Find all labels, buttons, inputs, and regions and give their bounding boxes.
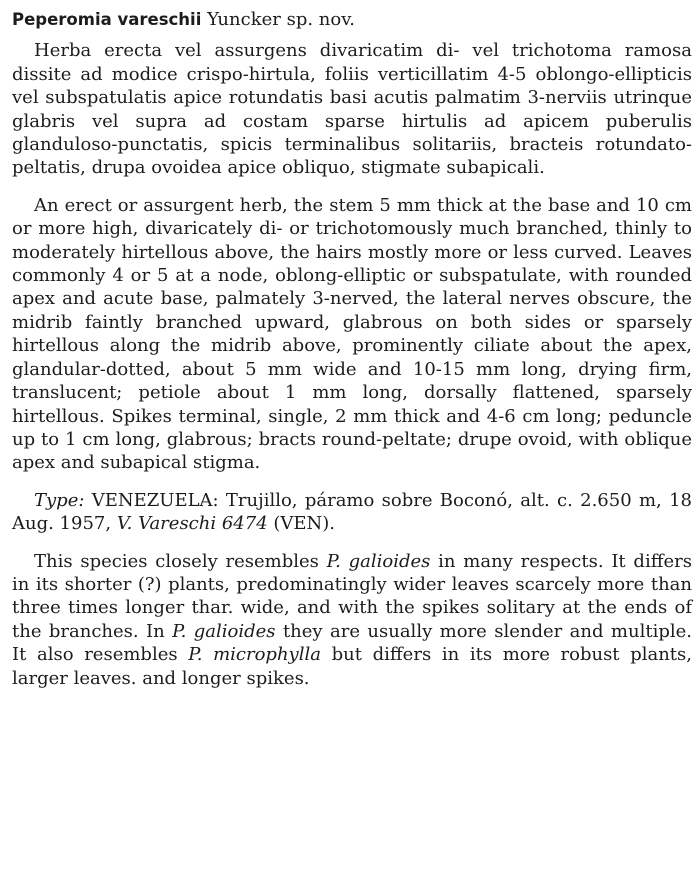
latin-description: Herba erecta vel assurgens divaricatim di- vel trichotoma ramosa dissite ad modice crispo-hirtula, foliis verticillatim 4-5 oblongo-ellipticis vel subspatulatis apice rotundatis basi acutis palmatim 3-nerviis utrinque glabris vel supra ad costam sparse hirtulis ad apicem puberulis glanduloso-punctatis, spicis terminalibus solitariis, bracteis rotundato-peltatis, drupa ovoidea apice obliquo, stigmate subapicali. xyxy=(12,40,692,179)
type-collector: V. Vareschi 6474 xyxy=(116,513,268,535)
type-citation xyxy=(12,489,692,536)
discussion-text-1: This species closely resembles xyxy=(34,550,327,572)
discussion-text-3: they are usually more slender and multiple. It also resembles xyxy=(12,620,692,666)
species-ref-galioides-2: P. galioides xyxy=(172,620,276,642)
species-name: Peperomia vareschii xyxy=(12,10,202,29)
type-locality: : Trujillo, páramo sobre Boconó, alt. c. 2.650 m, 18 Aug. 1957, xyxy=(12,489,692,535)
type-label: Type: xyxy=(34,489,85,511)
type-herbarium: (VEN). xyxy=(267,513,336,535)
type-country: VENEZUELA xyxy=(91,489,213,511)
discussion-text-4: but differs in its more robust plants, larger leaves. and longer spikes. xyxy=(12,644,692,689)
species-ref-microphylla: P. microphylla xyxy=(188,644,321,666)
species-heading xyxy=(12,8,692,31)
species-authority: Yuncker sp. nov. xyxy=(207,9,355,30)
discussion-paragraph xyxy=(12,550,692,690)
english-description: An erect or assurgent herb, the stem 5 mm thick at the base and 10 cm or more high, divaricately di- or trichotomously much branched, thinly to moderately hirtellous above, the hairs mostly more or less curved. Leaves commonly 4 or 5 at a node, oblong-elliptic or subspatulate, with rounded apex and acute base, palmately 3-nerved, the lateral nerves obscure, the midrib faintly branched upward, glabrous on both sides or sparsely hirtellous along the midrib above, prominently ciliate about the apex, glandular-dotted, about 5 mm wide and 10-15 mm long, drying firm, translucent; petiole about 1 mm long, dorsally flattened, sparsely hirtellous. Spikes terminal, single, 2 mm thick and 4-6 cm long; peduncle up to 1 cm long, glabrous; bracts round-peltate; drupe ovoid, with oblique apex and subapical stigma. xyxy=(12,194,692,474)
discussion-text-2: in many respects. It differs in its shorter (?) plants, predominatingly wider leaves scarcely more than three times longer thar. wide, and with the spikes solitary at the ends of the branches. In xyxy=(12,550,692,642)
species-ref-galioides-1: P. galioides xyxy=(326,550,431,572)
